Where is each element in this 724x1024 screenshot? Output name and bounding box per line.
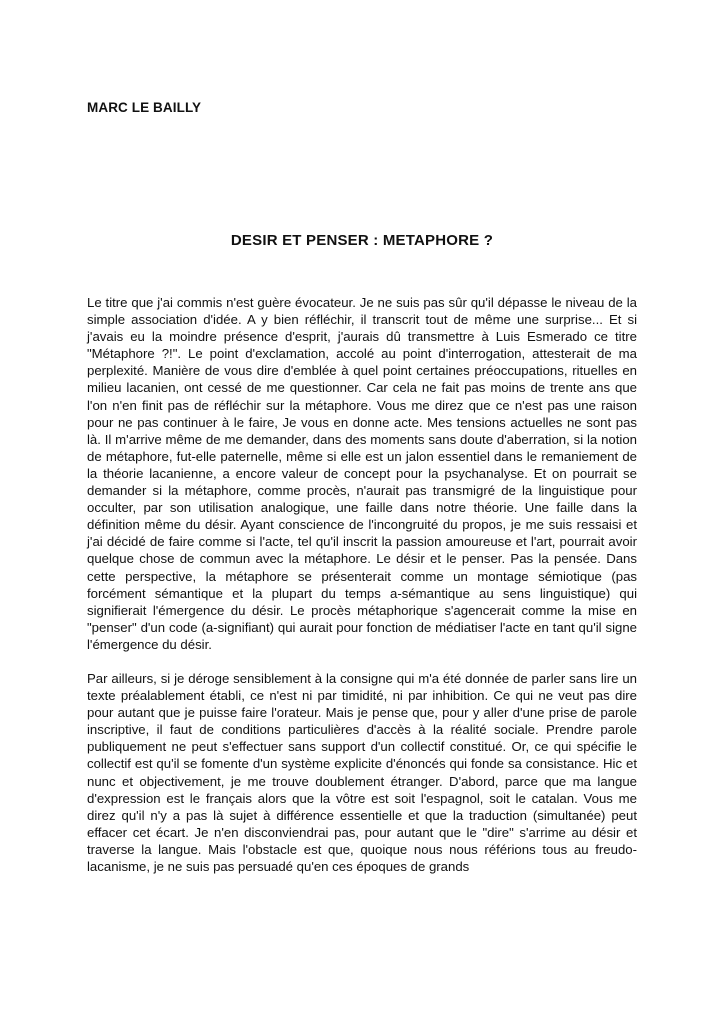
paragraph-1: Le titre que j'ai commis n'est guère évocateur. Je ne suis pas sûr qu'il dépasse le niveau de la simple association d'idée. A y bien réfléchir, il transcrit tout de même une surprise... Et si j'avais eu la moindre présence d'esprit, j'aurais dû transmettre à Luis Esmerado ce titre "Métaphore ?!". Le point d'exclamation, accolé au point d'interrogation, attesterait de ma perplexité. Manière de vous dire d'emblée à quel point certaines préoccupations, rituelles en milieu lacanien, ont cessé de me questionner. Car cela ne fait pas moins de trente ans que l'on n'en finit pas de réfléchir sur la métaphore. Vous me direz que ce n'est pas une raison pour ne pas continuer à le faire, Je vous en donne acte. Mes tensions actuelles ne sont pas là. Il m'arrive même de me demander, dans des moments sans doute d'aberration, si la notion de métaphore, fut-elle paternelle, même si elle est un jalon essentiel dans le remaniement de la théorie lacanienne, a encore valeur de concept pour la psychanalyse. Et on pourrait se demander si la métaphore, comme procès, n'aurait pas transmigré de la linguistique pour occulter, par son utilisation analogique, une faille dans notre théorie. Une faille dans la définition même du désir. Ayant conscience de l'incongruité du propos, je me suis ressaisi et j'ai décidé de faire comme si l'acte, tel qu'il inscrit la passion amoureuse et l'art, pourrait avoir quelque chose de commun avec la métaphore. Le désir et le penser. Pas la pensée. Dans cette perspective, la métaphore se présenterait comme un montage sémiotique (pas forcément sémantique et la plupart du temps a-sémantique au sens linguistique) qui signifierait l'émergence du désir. Le procès métaphorique s'agencerait comme la mise en "penser" d'un code (a-signifiant) qui aurait pour fonction de médiatiser l'acte en tant qu'il signe l'émergence du désir. bbox=[87, 295, 637, 652]
document-title: DESIR ET PENSER : METAPHORE ? bbox=[230, 232, 494, 249]
body-text bbox=[87, 294, 637, 875]
author-name: MARC LE BAILLY bbox=[87, 100, 202, 115]
paragraph-2: Par ailleurs, si je déroge sensiblement à la consigne qui m'a été donnée de parler sans lire un texte préalablement établi, ce n'est ni par timidité, ni par inhibition. Ce qui ne veut pas dire pour autant que je puisse faire l'orateur. Mais je pense que, pour y aller d'une prise de parole inscriptive, il faut de conditions particulières d'accès à la réalité sociale. Prendre parole publiquement ne peut s'effectuer sans support d'un collectif constitué. Or, ce qui spécifie le collectif est qu'il se fomente d'un système explicite d'énoncés qui fonde sa consistance. Hic et nunc et objectivement, je me trouve doublement étranger. D'abord, parce que ma langue d'expression est le français alors que la vôtre est soit l'espagnol, soit le catalan. Vous me direz qu'il n'y a pas là sujet à différence essentielle et que la traduction (simultanée) peut effacer cet écart. Je n'en disconviendrai pas, pour autant que le "dire" s'arrime au désir et traverse la langue. Mais l'obstacle est que, quoique nous nous référions tous au freudo-lacanisme, je ne suis pas persuadé qu'en ces époques de grands bbox=[87, 670, 637, 874]
